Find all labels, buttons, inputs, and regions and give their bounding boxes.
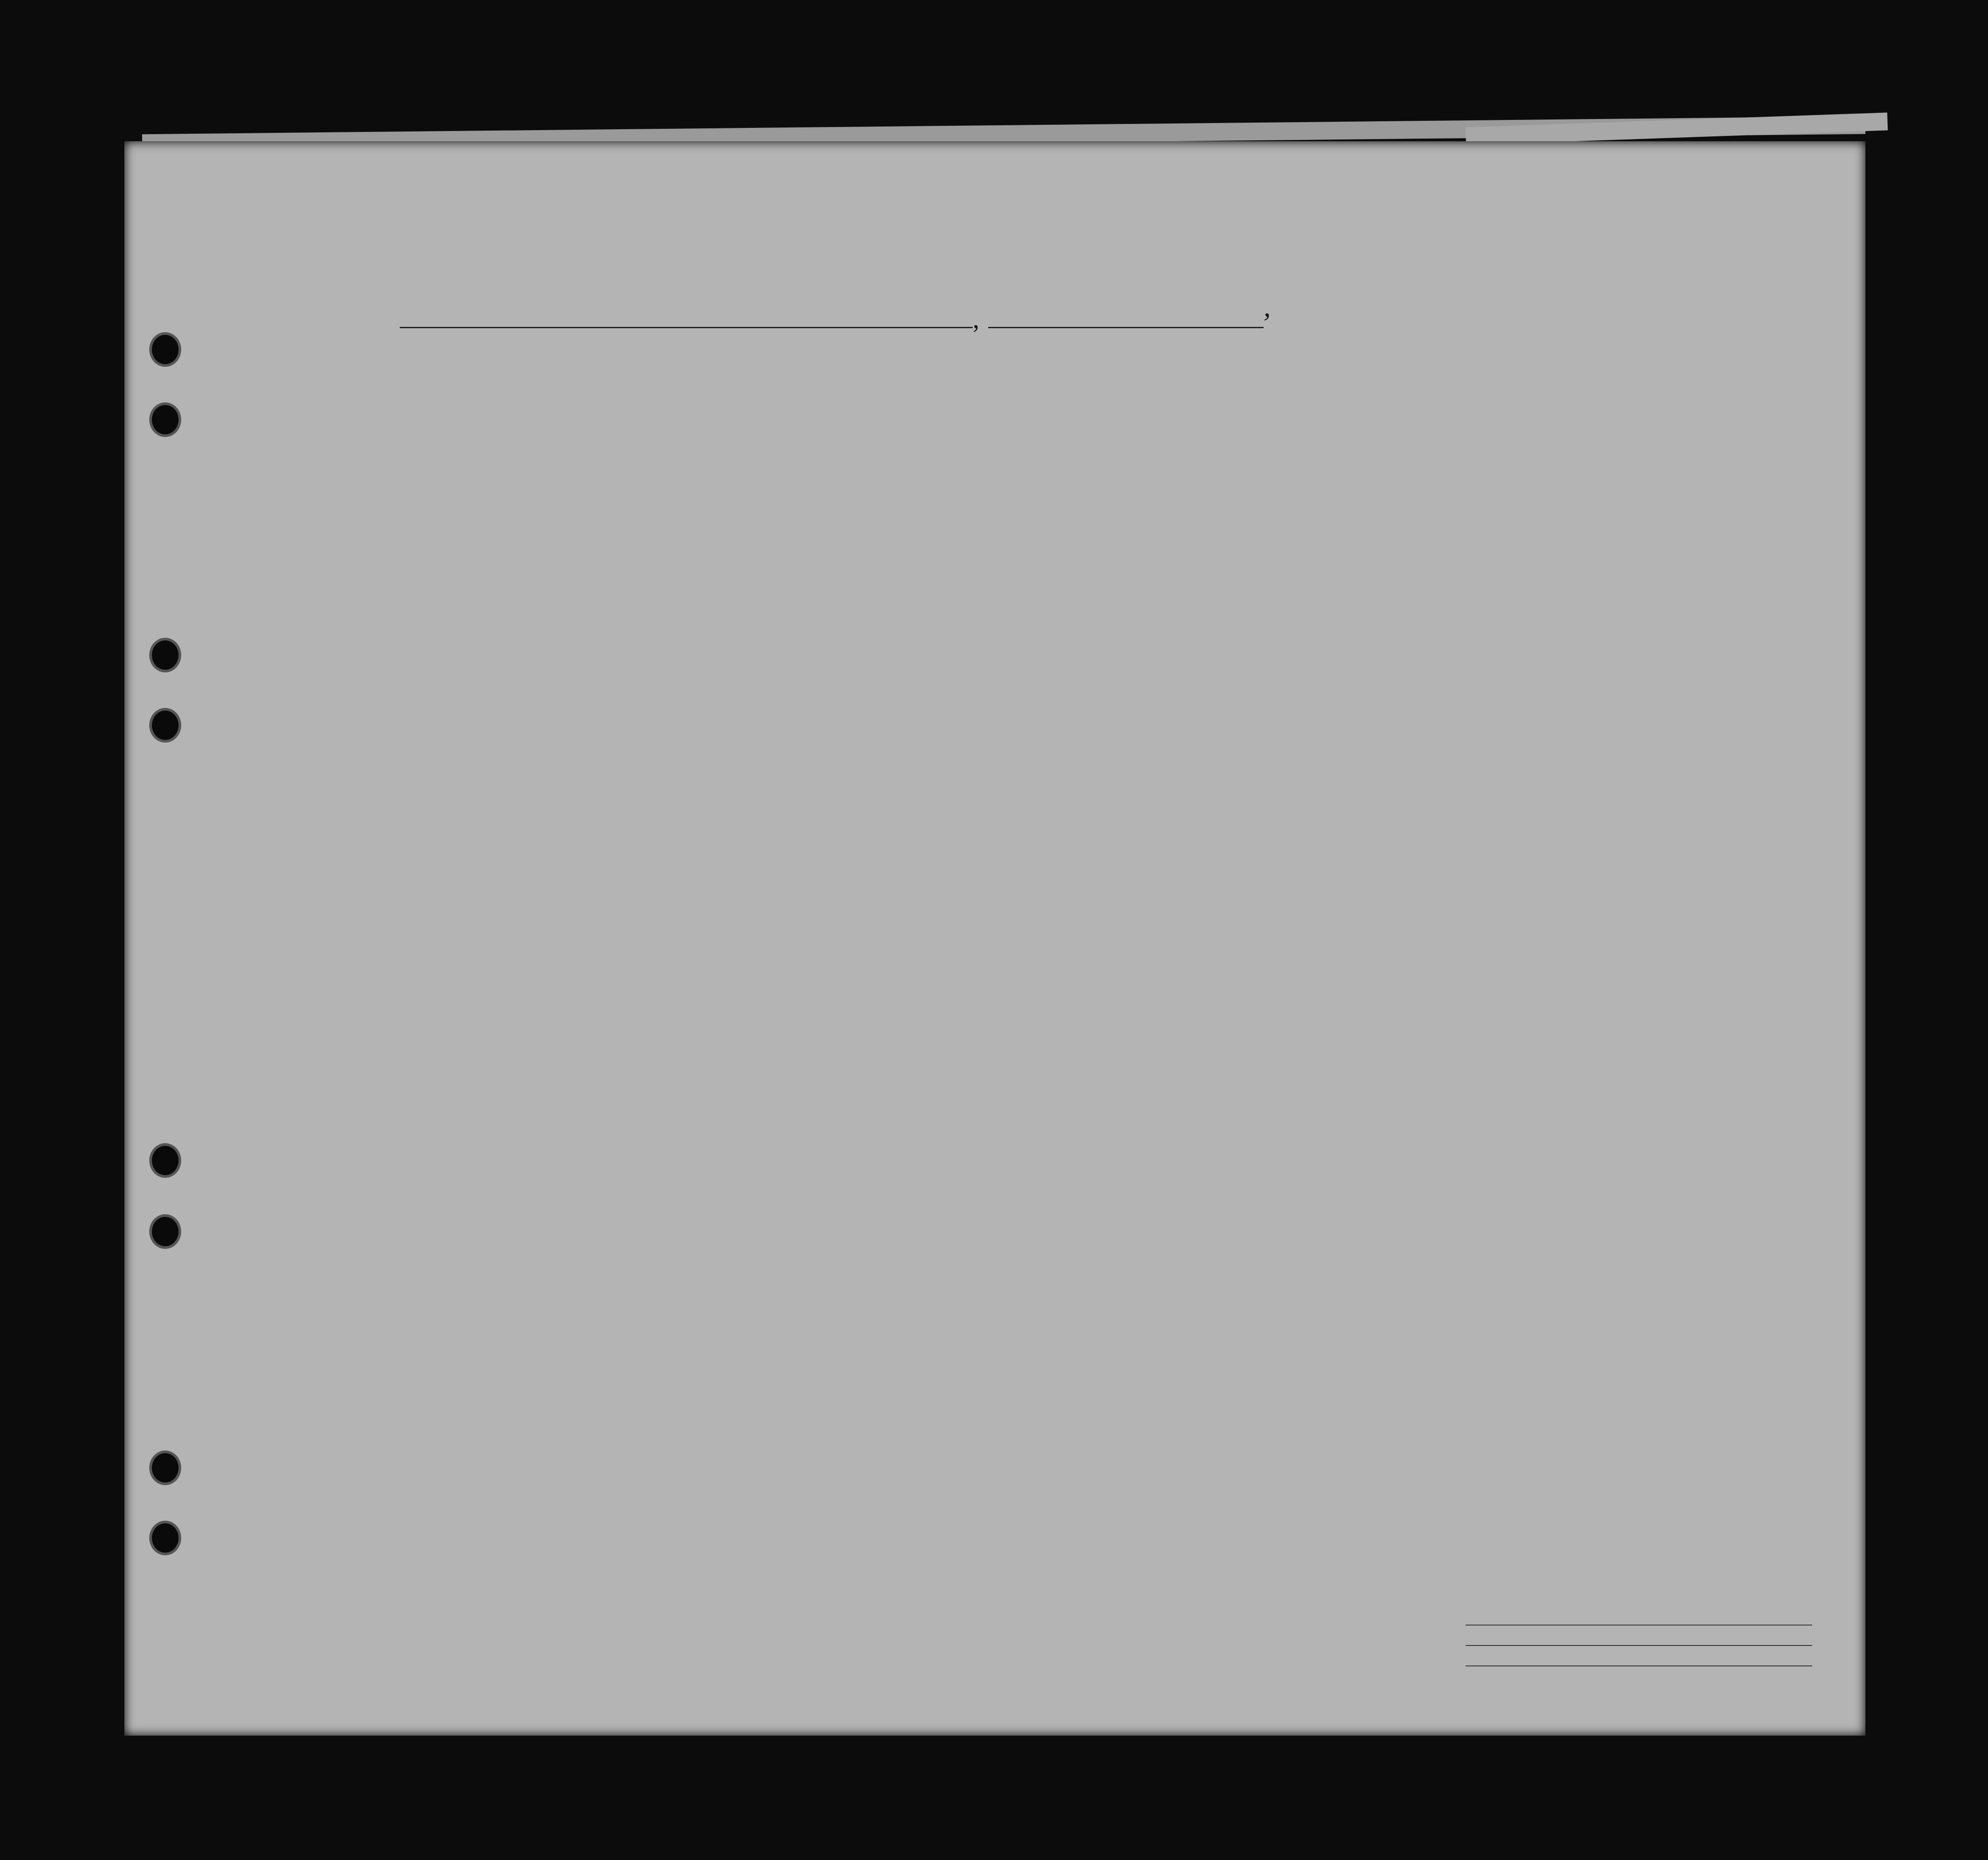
back-page — [1466, 112, 1888, 145]
comma: , — [973, 304, 979, 334]
agents-rule — [1466, 1665, 1812, 1666]
line-rule — [1466, 1625, 1812, 1626]
manifest-sheet — [124, 141, 1865, 1736]
manifest-grid — [124, 141, 1865, 1736]
year-prefix: , — [1264, 291, 1271, 322]
owners-rule — [1466, 1645, 1812, 1646]
